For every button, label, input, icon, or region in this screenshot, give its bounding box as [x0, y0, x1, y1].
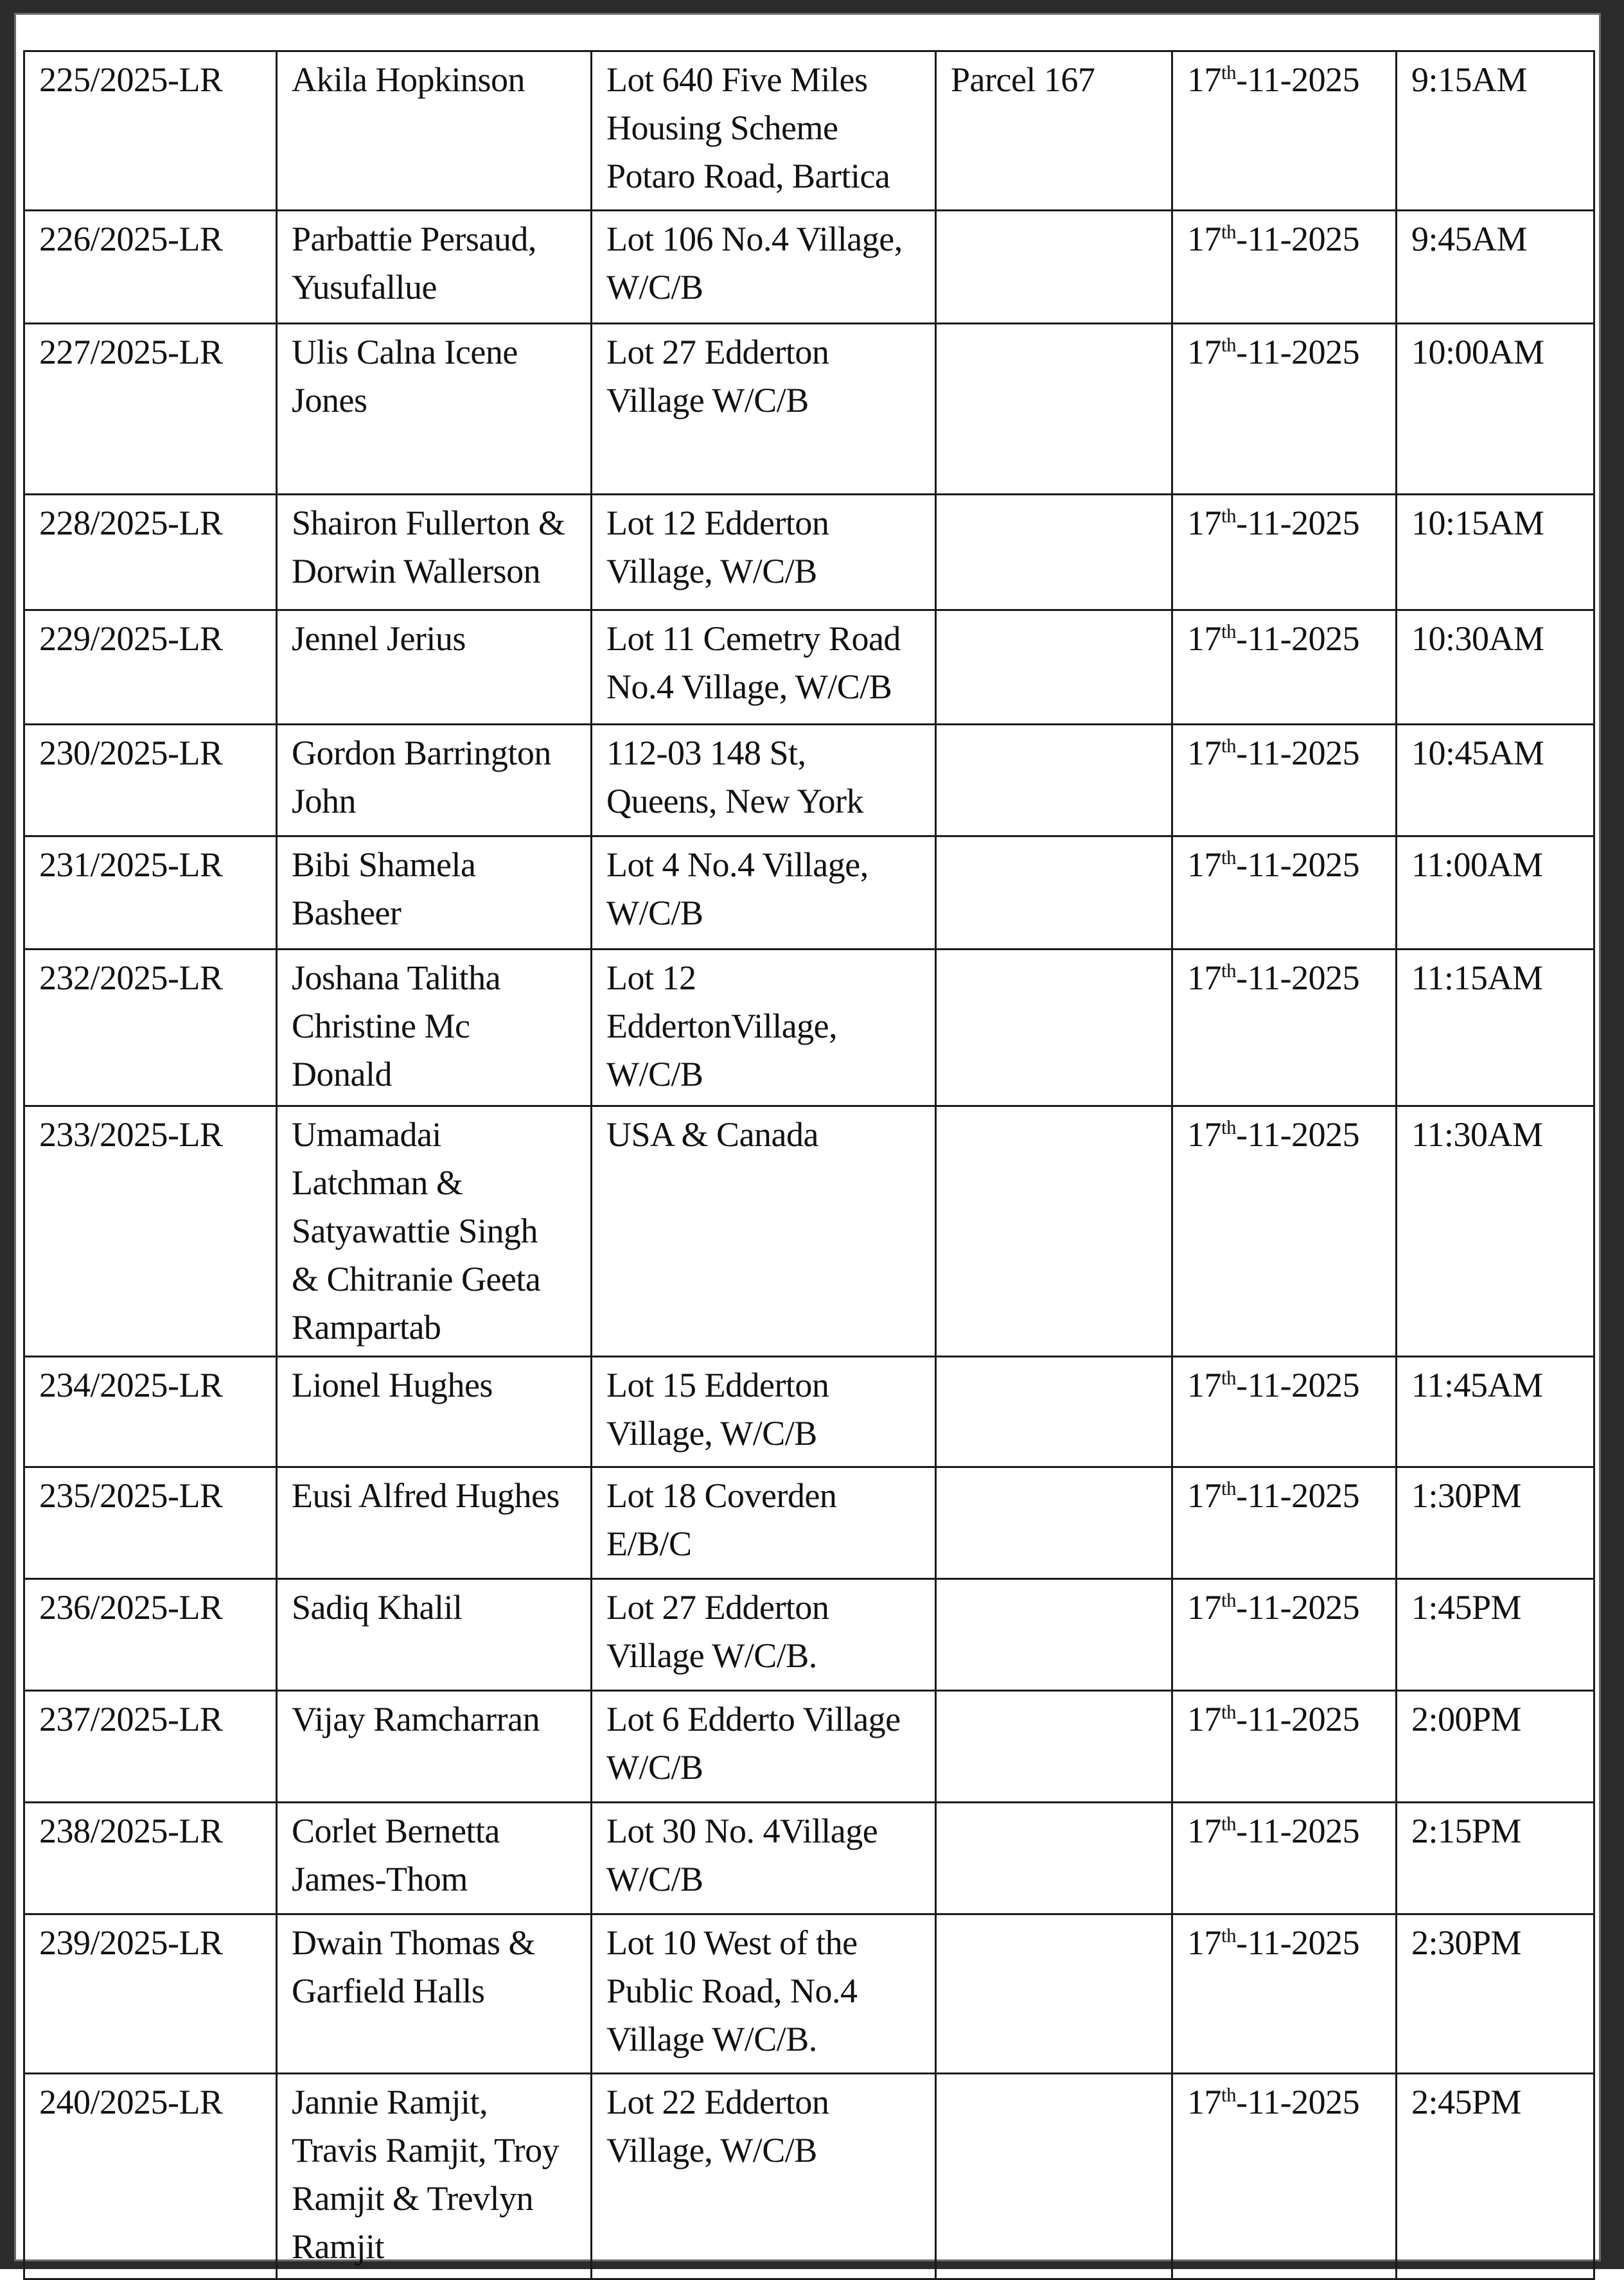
hearing-schedule-page — [23, 50, 1593, 2280]
date-day: 17 — [1187, 845, 1221, 884]
date-rest: -11-2025 — [1236, 504, 1360, 542]
address-cell: Lot 12 EddertonVillage, W/C/B — [592, 950, 936, 1106]
table-row — [24, 610, 1594, 725]
hearing-date-cell — [1172, 610, 1397, 725]
applicant-name-cell: Dwain Thomas & Garfield Halls — [277, 1914, 592, 2074]
date-day: 17 — [1187, 1923, 1221, 1962]
date-day: 17 — [1187, 333, 1221, 371]
hearing-time-cell: 10:00AM — [1397, 324, 1594, 495]
parcel-cell — [936, 2074, 1172, 2279]
hearing-time-cell: 2:00PM — [1397, 1691, 1594, 1803]
table-row — [24, 1579, 1594, 1691]
hearing-time-cell: 10:30AM — [1397, 610, 1594, 725]
date-day: 17 — [1187, 734, 1221, 772]
application-number-cell: 227/2025-LR — [24, 324, 277, 495]
date-suffix: th — [1221, 734, 1237, 757]
parcel-cell — [936, 610, 1172, 725]
application-number-cell: 231/2025-LR — [24, 836, 277, 950]
table-row — [24, 836, 1594, 950]
date-day: 17 — [1187, 1700, 1221, 1738]
hearing-time-cell: 11:15AM — [1397, 950, 1594, 1106]
address-cell: USA & Canada — [592, 1106, 936, 1357]
parcel-cell — [936, 1803, 1172, 1914]
date-rest: -11-2025 — [1236, 333, 1360, 371]
hearing-date-cell — [1172, 836, 1397, 950]
table-row — [24, 2074, 1594, 2279]
hearing-date-cell — [1172, 725, 1397, 836]
parcel-cell — [936, 1106, 1172, 1357]
hearing-time-cell: 10:45AM — [1397, 725, 1594, 836]
applicant-name-cell: Corlet Bernetta James-Thom — [277, 1803, 592, 1914]
application-number-cell: 239/2025-LR — [24, 1914, 277, 2074]
hearing-time-cell: 9:45AM — [1397, 211, 1594, 324]
applicant-name-cell: Gordon Barrington John — [277, 725, 592, 836]
application-number-cell: 238/2025-LR — [24, 1803, 277, 1914]
date-rest: -11-2025 — [1236, 1812, 1360, 1850]
date-suffix: th — [1221, 504, 1237, 527]
address-cell: Lot 4 No.4 Village, W/C/B — [592, 836, 936, 950]
applicant-name-cell: Jennel Jerius — [277, 610, 592, 725]
date-day: 17 — [1187, 1588, 1221, 1627]
hearing-time-cell: 1:30PM — [1397, 1467, 1594, 1579]
applicant-name-cell: Lionel Hughes — [277, 1357, 592, 1467]
hearing-date-cell — [1172, 1914, 1397, 2074]
date-day: 17 — [1187, 1812, 1221, 1850]
application-number-cell: 233/2025-LR — [24, 1106, 277, 1357]
parcel-cell — [936, 1691, 1172, 1803]
date-day: 17 — [1187, 1476, 1221, 1515]
parcel-cell: Parcel 167 — [936, 51, 1172, 211]
table-row — [24, 1357, 1594, 1467]
application-number-cell: 236/2025-LR — [24, 1579, 277, 1691]
date-rest: -11-2025 — [1236, 60, 1360, 99]
parcel-cell — [936, 495, 1172, 610]
parcel-cell — [936, 950, 1172, 1106]
date-suffix: th — [1221, 959, 1237, 982]
date-day: 17 — [1187, 220, 1221, 258]
applicant-name-cell: Umamadai Latchman & Satyawattie Singh & Chitranie Geeta Rampartab — [277, 1106, 592, 1357]
date-suffix: th — [1221, 1924, 1237, 1947]
date-rest: -11-2025 — [1236, 619, 1360, 658]
hearing-time-cell: 9:15AM — [1397, 51, 1594, 211]
hearing-date-cell — [1172, 1106, 1397, 1357]
hearing-date-cell — [1172, 1803, 1397, 1914]
hearing-schedule-table — [23, 50, 1595, 2280]
date-rest: -11-2025 — [1236, 734, 1360, 772]
applicant-name-cell: Eusi Alfred Hughes — [277, 1467, 592, 1579]
table-row — [24, 495, 1594, 610]
hearing-date-cell — [1172, 2074, 1397, 2279]
hearing-time-cell: 2:30PM — [1397, 1914, 1594, 2074]
date-suffix: th — [1221, 1812, 1237, 1835]
parcel-cell — [936, 725, 1172, 836]
hearing-date-cell — [1172, 324, 1397, 495]
table-row — [24, 211, 1594, 324]
address-cell: Lot 15 Edderton Village, W/C/B — [592, 1357, 936, 1467]
application-number-cell: 235/2025-LR — [24, 1467, 277, 1579]
hearing-date-cell — [1172, 495, 1397, 610]
date-suffix: th — [1221, 61, 1237, 84]
hearing-date-cell — [1172, 1357, 1397, 1467]
date-suffix: th — [1221, 620, 1237, 642]
application-number-cell: 232/2025-LR — [24, 950, 277, 1106]
table-row — [24, 51, 1594, 211]
hearing-time-cell: 11:30AM — [1397, 1106, 1594, 1357]
application-number-cell: 229/2025-LR — [24, 610, 277, 725]
applicant-name-cell: Joshana Talitha Christine Mc Donald — [277, 950, 592, 1106]
date-rest: -11-2025 — [1236, 220, 1360, 258]
application-number-cell: 240/2025-LR — [24, 2074, 277, 2279]
address-cell: Lot 18 Coverden E/B/C — [592, 1467, 936, 1579]
date-day: 17 — [1187, 60, 1221, 99]
address-cell: Lot 11 Cemetry Road No.4 Village, W/C/B — [592, 610, 936, 725]
address-cell: Lot 10 West of the Public Road, No.4 Village W/C/B. — [592, 1914, 936, 2074]
hearing-time-cell: 11:45AM — [1397, 1357, 1594, 1467]
table-row — [24, 1106, 1594, 1357]
date-suffix: th — [1221, 1701, 1237, 1723]
hearing-date-cell — [1172, 950, 1397, 1106]
date-day: 17 — [1187, 2083, 1221, 2121]
parcel-cell — [936, 836, 1172, 950]
applicant-name-cell: Ulis Calna Icene Jones — [277, 324, 592, 495]
table-row — [24, 725, 1594, 836]
parcel-cell — [936, 1579, 1172, 1691]
date-suffix: th — [1221, 2083, 1237, 2106]
address-cell: Lot 106 No.4 Village, W/C/B — [592, 211, 936, 324]
hearing-time-cell: 11:00AM — [1397, 836, 1594, 950]
hearing-date-cell — [1172, 1579, 1397, 1691]
application-number-cell: 237/2025-LR — [24, 1691, 277, 1803]
address-cell: Lot 30 No. 4Village W/C/B — [592, 1803, 936, 1914]
table-row — [24, 1803, 1594, 1914]
date-rest: -11-2025 — [1236, 1476, 1360, 1515]
date-day: 17 — [1187, 619, 1221, 658]
table-row — [24, 324, 1594, 495]
hearing-time-cell: 2:45PM — [1397, 2074, 1594, 2279]
date-day: 17 — [1187, 959, 1221, 997]
date-suffix: th — [1221, 846, 1237, 869]
table-row — [24, 1914, 1594, 2074]
hearing-time-cell: 10:15AM — [1397, 495, 1594, 610]
address-cell: Lot 12 Edderton Village, W/C/B — [592, 495, 936, 610]
applicant-name-cell: Parbattie Persaud, Yusufallue — [277, 211, 592, 324]
parcel-cell — [936, 324, 1172, 495]
date-suffix: th — [1221, 333, 1237, 356]
applicant-name-cell: Bibi Shamela Basheer — [277, 836, 592, 950]
table-body — [24, 51, 1594, 2279]
date-rest: -11-2025 — [1236, 2083, 1360, 2121]
hearing-date-cell — [1172, 211, 1397, 324]
applicant-name-cell: Jannie Ramjit, Travis Ramjit, Troy Ramjit & Trevlyn Ramjit — [277, 2074, 592, 2279]
table-row — [24, 950, 1594, 1106]
date-suffix: th — [1221, 1477, 1237, 1499]
date-rest: -11-2025 — [1236, 1588, 1360, 1627]
date-day: 17 — [1187, 504, 1221, 542]
address-cell: 112-03 148 St, Queens, New York — [592, 725, 936, 836]
parcel-cell — [936, 1914, 1172, 2074]
hearing-time-cell: 1:45PM — [1397, 1579, 1594, 1691]
date-suffix: th — [1221, 220, 1237, 243]
table-row — [24, 1467, 1594, 1579]
application-number-cell: 226/2025-LR — [24, 211, 277, 324]
date-suffix: th — [1221, 1366, 1237, 1389]
applicant-name-cell: Sadiq Khalil — [277, 1579, 592, 1691]
hearing-date-cell — [1172, 1467, 1397, 1579]
applicant-name-cell: Vijay Ramcharran — [277, 1691, 592, 1803]
date-day: 17 — [1187, 1115, 1221, 1154]
parcel-cell — [936, 211, 1172, 324]
date-rest: -11-2025 — [1236, 1700, 1360, 1738]
application-number-cell: 228/2025-LR — [24, 495, 277, 610]
table-row — [24, 1691, 1594, 1803]
hearing-date-cell — [1172, 1691, 1397, 1803]
hearing-date-cell — [1172, 51, 1397, 211]
address-cell: Lot 27 Edderton Village W/C/B. — [592, 1579, 936, 1691]
address-cell: Lot 640 Five Miles Housing Scheme Potaro Road, Bartica — [592, 51, 936, 211]
application-number-cell: 230/2025-LR — [24, 725, 277, 836]
applicant-name-cell: Akila Hopkinson — [277, 51, 592, 211]
address-cell: Lot 6 Edderto Village W/C/B — [592, 1691, 936, 1803]
address-cell: Lot 22 Edderton Village, W/C/B — [592, 2074, 936, 2279]
applicant-name-cell: Shairon Fullerton & Dorwin Wallerson — [277, 495, 592, 610]
date-suffix: th — [1221, 1116, 1237, 1138]
application-number-cell: 225/2025-LR — [24, 51, 277, 211]
date-day: 17 — [1187, 1366, 1221, 1404]
parcel-cell — [936, 1357, 1172, 1467]
address-cell: Lot 27 Edderton Village W/C/B — [592, 324, 936, 495]
parcel-cell — [936, 1467, 1172, 1579]
date-rest: -11-2025 — [1236, 845, 1360, 884]
application-number-cell: 234/2025-LR — [24, 1357, 277, 1467]
date-rest: -11-2025 — [1236, 1366, 1360, 1404]
date-rest: -11-2025 — [1236, 1923, 1360, 1962]
date-rest: -11-2025 — [1236, 1115, 1360, 1154]
hearing-time-cell: 2:15PM — [1397, 1803, 1594, 1914]
date-suffix: th — [1221, 1589, 1237, 1611]
date-rest: -11-2025 — [1236, 959, 1360, 997]
